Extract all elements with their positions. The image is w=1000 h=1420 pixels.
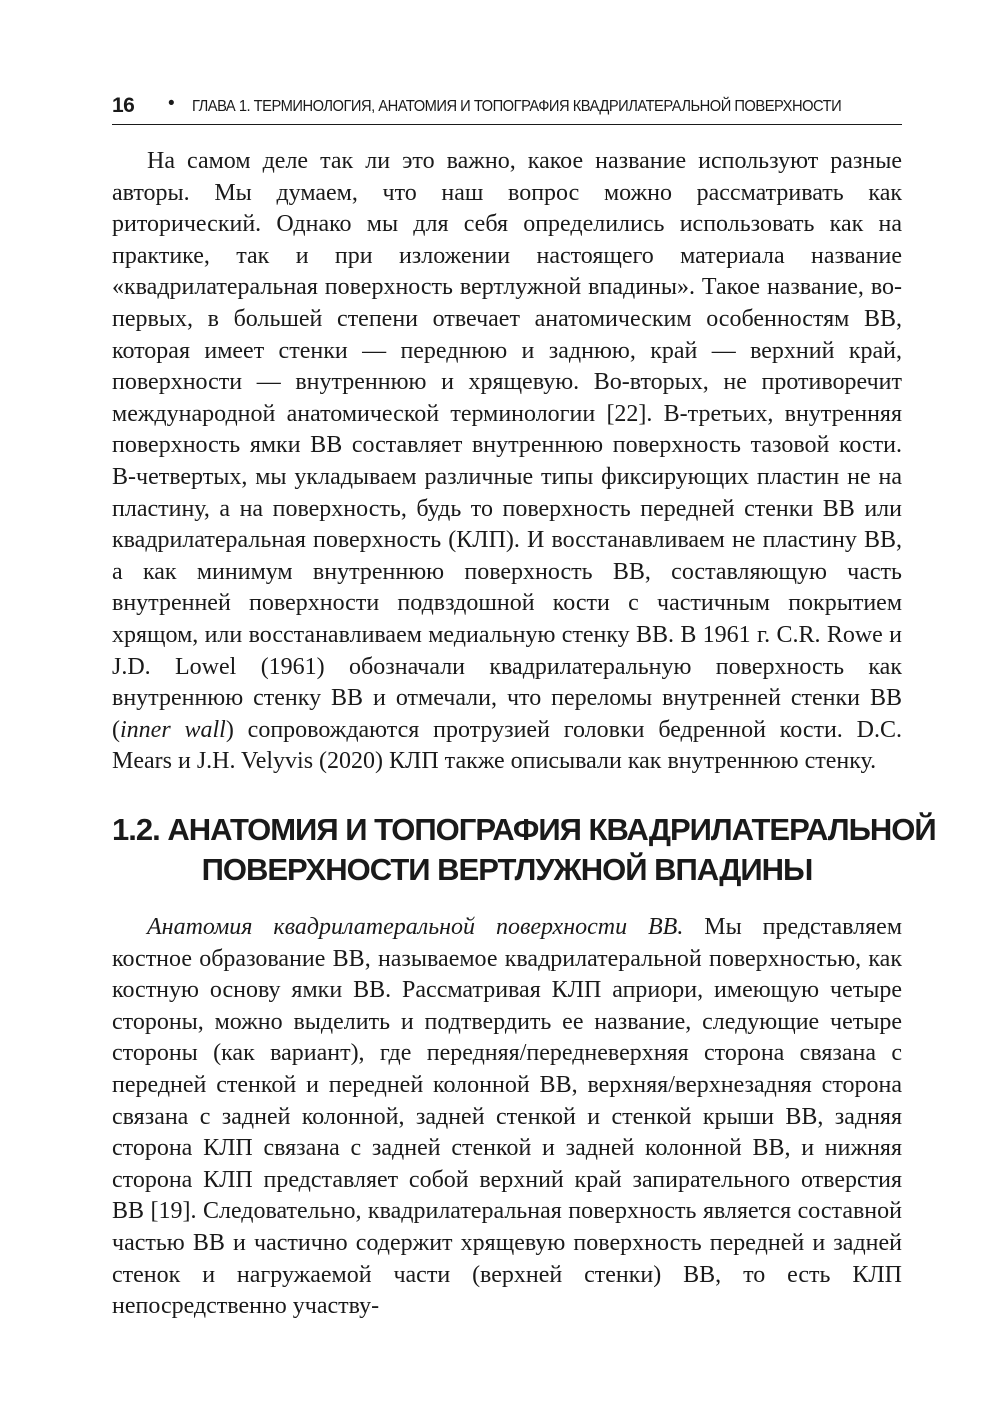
- section-heading-line-1: 1.2. АНАТОМИЯ И ТОПОГРАФИЯ КВАДРИЛАТЕРАЛЬНОЙ: [112, 812, 936, 847]
- paragraph-text: [112, 146, 902, 778]
- italic-lead-in: Анатомия квадрилатеральной поверхности ВВ.: [147, 914, 684, 940]
- paragraph-text-part-2: ) сопровождаются протрузией головки бедренной кости. D.C. Mears и J.H. Velyvis (2020) КЛП также описывали как внутреннюю стенку.: [112, 716, 902, 775]
- page-number: 16: [112, 94, 135, 117]
- section-heading-line-2: ПОВЕРХНОСТИ ВЕРТЛУЖНОЙ ВПАДИНЫ: [201, 852, 813, 887]
- section-heading: [112, 810, 936, 890]
- paragraph-text-body: Мы представляем костное образование ВВ, называемое квадрилатеральной поверхностью, как костную основу ямки ВВ. Рассматривая КЛП априори, имеющую четыре стороны, можно выделить и подтвердить ее название, следующие четыре стороны (как вариант), где передняя/передневерхняя сторона связана с передней стенкой и передней колонной ВВ, верхняя/верхнезадняя сторона связана с задней колонной, задней стенкой и стенкой крыши ВВ, задняя сторона КЛП связана с задней стенкой и задней колонной ВВ, и нижняя сторона КЛП представляет собой верхний край запирательного отверстия ВВ [19]. Следовательно, квадрилатеральная поверхность является составной частью ВВ и частично содержит хрящевую поверхность передней и задней стенок и нагружаемой части (верхней стенки) ВВ, то есть КЛП непосредственно участву-: [112, 914, 902, 1320]
- running-header: [112, 92, 902, 125]
- body-paragraph-terminology: [112, 146, 902, 778]
- paragraph-text-part-1: На самом деле так ли это важно, какое название используют разные авторы. Мы думаем, что наш вопрос можно рассматривать как риторический. Однако мы для себя определились использовать как на практике, так и при изложении настоящего материала название «квадрилатеральная поверхность вертлужной впадины». Такое название, во-первых, в большей степени отвечает анатомическим особенностям ВВ, которая имеет стенки — переднюю и заднюю, край — верхний край, поверхности — внутреннюю и хрящевую. Во-вторых, не противоречит международной анатомической терминологии [22]. В-третьих, внутренняя поверхность ямки ВВ составляет внутреннюю поверхность тазовой кости. В-четвертых, мы укладываем различные типы фиксирующих пластин не на пластину, а на поверхность, будь то поверхность передней стенки ВВ или квадрилатеральная поверхность (КЛП). И восстанавливаем не пластину ВВ, а как минимум внутреннюю поверхность ВВ, составляющую часть внутренней поверхности подвздошной кости с частичным покрытием хрящом, или восстанавливаем медиальную стенку ВВ. В 1961 г. C.R. Rowe и J.D. Lowel (1961) обозначали квадрилатеральную поверхность как внутреннюю стенку ВВ и отмечали, что переломы внутренней стенки ВВ (: [112, 148, 902, 743]
- italic-term-inner-wall: inner wall: [120, 716, 226, 743]
- bullet-separator: •: [168, 93, 175, 114]
- running-title: ГЛАВА 1. ТЕРМИНОЛОГИЯ, АНАТОМИЯ И ТОПОГРАФИЯ КВАДРИЛАТЕРАЛЬНОЙ ПОВЕРХНОСТИ: [192, 98, 842, 115]
- paragraph-text: [112, 912, 902, 1323]
- body-paragraph-anatomy: [112, 912, 902, 1323]
